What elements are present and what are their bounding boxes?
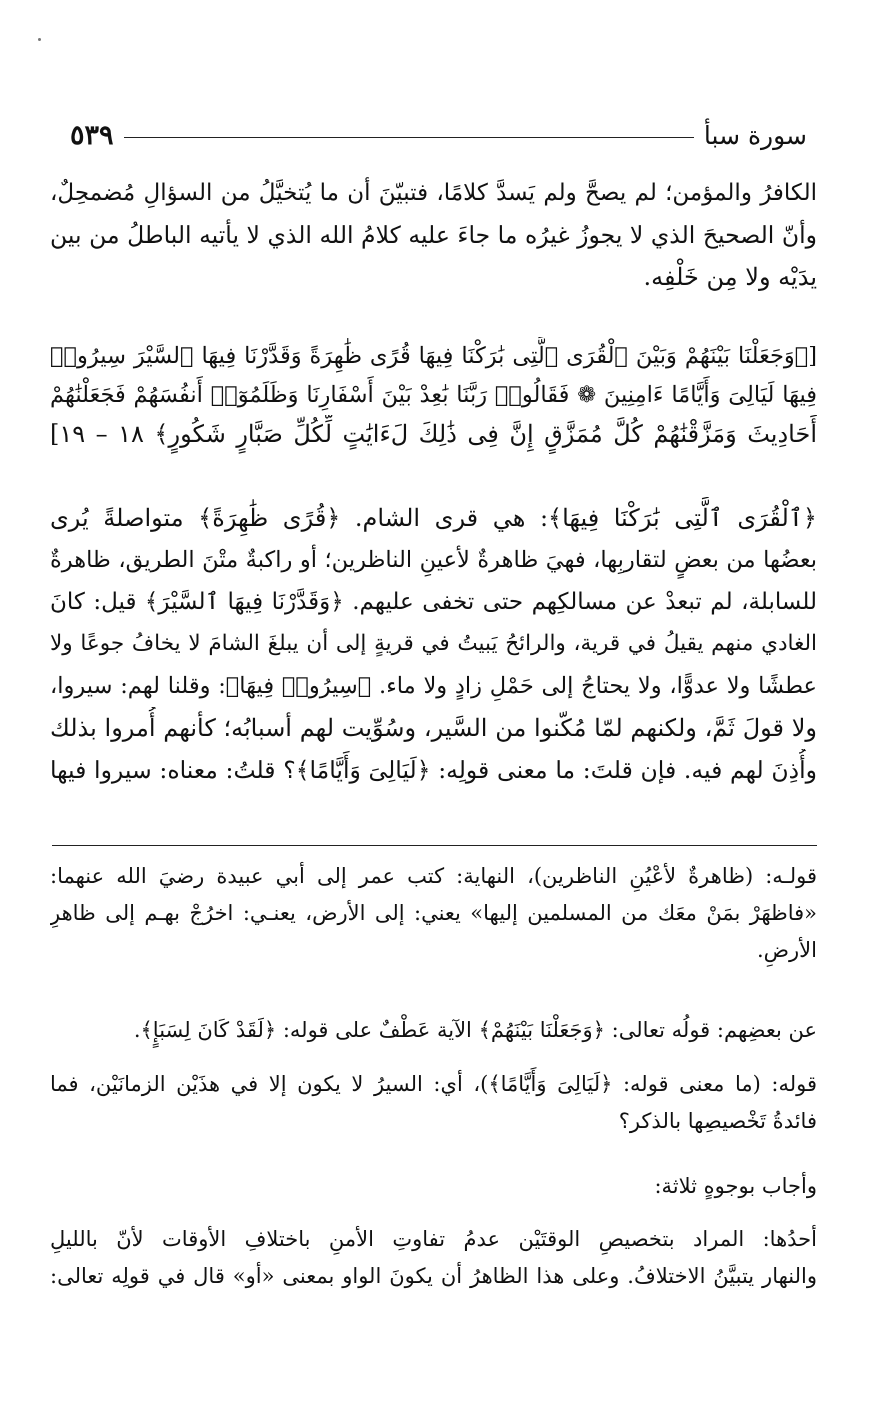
verse-line: [﴿وَجَعَلْنَا بَيْنَهُمْ وَبَيْنَ ٱلْقُرَى ٱلَّتِى بَٰرَكْنَا فِيهَا قُرًى ظَٰهِرَةً وَقَدَّرْنَا فِيهَا ٱلسَّيْرَ سِيرُوا۟ bbox=[50, 343, 817, 369]
note-line: الأرضِ. bbox=[756, 938, 817, 962]
running-header bbox=[70, 118, 807, 152]
text-line: للسابلة، لم تبعدْ عن مسالكِهم حتى تخفى عليهم. ﴿وَقَدَّرْنَا فِيهَا ٱلسَّيْرَ﴾ قيل: كانَ bbox=[50, 589, 817, 615]
note-line: قوله: (ما معنى قوله: ﴿لَيَالِىَ وَأَيَّامًا﴾)، أي: السيرُ لا يكون إلا في هذَيْن الزمانَيْن، فما bbox=[50, 1072, 817, 1096]
text-line: الكافرُ والمؤمن؛ لم يصحَّ ولم يَسدَّ كلامًا، فتبيّنَ أن ما يُتخيَّلُ من السؤالِ مُضمحِلٌ، bbox=[50, 180, 817, 206]
note-line: فائدةُ تَخْصيصِها بالذكر؟ bbox=[618, 1109, 817, 1133]
text-line: الغادي منهم يقيلُ في قرية، والرائحُ يَبيتُ في قريةٍ إلى أن يبلغَ الشامَ لا يخافُ جوعًا ولا bbox=[50, 631, 817, 656]
quran-verse-block bbox=[50, 337, 817, 454]
note-line: «فاظهَرْ بمَنْ معَك من المسلمين إليها» يعني: إلى الأرض، يعنـي: اخرُجْ بهـم إلى ظاهرِ bbox=[50, 901, 817, 925]
text-line: وأُذِنَ لهم فيه. فإن قلتَ: ما معنى قولِه: ﴿لَيَالِىَ وَأَيَّامًا﴾؟ قلتُ: معناه: سيروا فيها bbox=[50, 756, 817, 784]
footnote-4 bbox=[50, 1168, 817, 1205]
header-rule bbox=[124, 137, 694, 138]
text-line: ﴿ٱلْقُرَى ٱلَّتِى بَٰرَكْنَا فِيهَا﴾: هي قرى الشام. ﴿قُرًى ظَٰهِرَةً﴾ متواصلةً يُرى bbox=[50, 504, 817, 532]
main-paragraph-2 bbox=[50, 497, 817, 791]
text-line: وأنّ الصحيحَ الذي لا يجوزُ غيرُه ما جاءَ عليه كلامُ الله الذي لا يأتيه الباطلُ من بين bbox=[50, 221, 817, 249]
footnote-2 bbox=[50, 1012, 817, 1049]
page-number: ٥٣٩ bbox=[70, 119, 114, 151]
surah-title: سورة سبأ bbox=[703, 120, 807, 150]
note-line: أحدُها: المراد بتخصيصِ الوقتَيْن عدمُ تفاوتِ الأمنِ باختلافِ الأوقات لأنّ بالليلِ bbox=[50, 1227, 817, 1251]
text-line: عطشًا ولا عدوًّا، ولا يحتاجُ إلى حَمْلِ زادٍ ولا ماء. ﴿سِيرُوا۟ فِيهَا﴾: وقلنا لهم: سيروا، bbox=[50, 673, 817, 699]
text-line: يدَيْه ولا مِن خَلْفِه. bbox=[643, 263, 817, 291]
footnote-3 bbox=[50, 1066, 817, 1140]
footnote-5 bbox=[50, 1221, 817, 1295]
note-line: قولـه: (ظاهرةٌ لأعْيُنِ الناظرين)، النهاية: كتب عمر إلى أبي عبيدة رضيَ الله عنهما: bbox=[50, 864, 817, 888]
page-speck bbox=[38, 38, 41, 41]
note-line: والنهار يتبيَّنُ الاختلافُ. وعلى هذا الظاهرُ أن يكونَ الواو بمعنى «أو» قال في قولِه تعالى: bbox=[50, 1264, 817, 1288]
verse-line: فِيهَا لَيَالِىَ وَأَيَّامًا ءَامِنِينَ ❁ فَقَالُوا۟ رَبَّنَا بَٰعِدْ بَيْنَ أَسْفَارِنَا وَظَلَمُوٓا۟ أَنفُسَهُمْ فَجَعَلْنَٰهُمْ bbox=[50, 382, 817, 408]
note-line: وأجاب بوجوهٍ ثلاثة: bbox=[654, 1174, 817, 1198]
main-paragraph-1 bbox=[50, 172, 817, 298]
verse-line: أَحَادِيثَ وَمَزَّقْنَٰهُمْ كُلَّ مُمَزَّقٍ إِنَّ فِى ذَٰلِكَ لَءَايَٰتٍ لِّكُلِّ صَبَّارٍ شَكُورٍ﴾ ١٨ – ١٩] bbox=[50, 420, 817, 448]
footnote-1 bbox=[50, 858, 817, 969]
note-line: عن بعضِهم: قولُه تعالى: ﴿وَجَعَلْنَا بَيْنَهُمْ﴾ الآية عَطْفٌ على قوله: ﴿لَقَدْ كَانَ لِسَبَإٍ﴾. bbox=[133, 1018, 817, 1042]
text-line: بعضُها من بعضٍ لتقاربِها، فهيَ ظاهرةٌ لأعينِ الناظرين؛ أو راكبةٌ متْنَ الطريق، ظاهرةٌ bbox=[50, 547, 817, 573]
footnote-separator bbox=[52, 845, 817, 846]
text-line: ولا قولَ ثَمَّ، ولكنهم لمّا مُكّنوا من السَّير، وسُوِّيت لهم أسبابُه؛ كأنهم أُمروا بذلك bbox=[50, 714, 817, 742]
